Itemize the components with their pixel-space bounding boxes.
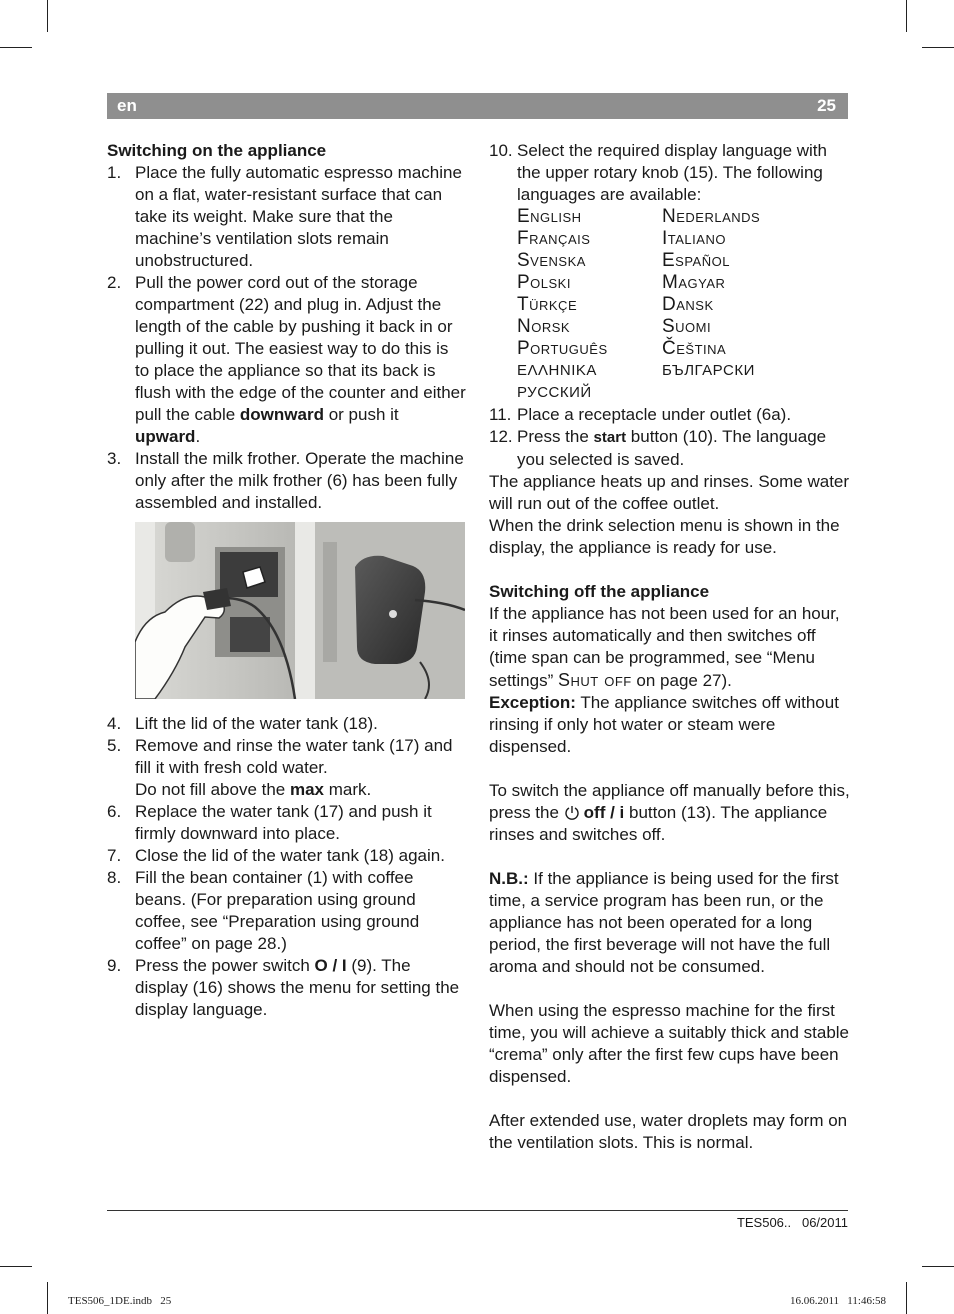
list-item: 2. Pull the power cord out of the storage compartment (22) and plug in. Adjust the length of the cable by pushing it back in or pulling it out. The easiest way to do this is to place the appliance so that its back is flush with the edge of the counter and either pull the cable downward or push it upward. — [107, 273, 466, 446]
list-item: 3. Install the milk frother. Operate the machine only after the milk frother (6) has been fully assembled and installed. — [107, 449, 464, 512]
list-item: 11. Place a receptacle under outlet (6a). — [489, 405, 792, 424]
language-option: ΕΛΛΗΝΙΚΑ — [517, 362, 597, 379]
power-off-icon — [564, 805, 580, 820]
right-column — [489, 140, 851, 1154]
language-option: Norsk — [517, 316, 571, 337]
list-item: 9. Press the power switch O / I (9). The display (16) shows the menu for setting the display language. — [107, 956, 460, 1019]
language-option: Türkçe — [517, 294, 578, 315]
language-list — [489, 206, 851, 404]
page-number: 25 — [817, 96, 836, 115]
slug-filename: TES506_1DE.indb 25 — [68, 1295, 172, 1307]
language-option: Dansk — [662, 294, 714, 315]
language-option: Magyar — [662, 272, 726, 293]
list-item: 8. Fill the bean container (1) with coffee beans. (For preparation using ground coffee, see “Preparation using ground coffee” on page 28.) — [107, 868, 420, 953]
paragraph: N.B.: If the appliance is being used for the first time, a service program has been run, or the appliance has not been operated for a long period, the first beverage will not have the full aroma and should not be consumed. — [489, 869, 839, 976]
language-option: Nederlands — [662, 206, 761, 227]
crop-mark — [906, 1282, 907, 1314]
paragraph: After extended use, water droplets may form on the ventilation slots. This is normal. — [489, 1111, 848, 1152]
footer-rule — [107, 1210, 848, 1211]
language-option: Svenska — [517, 250, 586, 271]
crop-mark — [0, 1266, 32, 1267]
footer-model-date: TES506.. 06/2011 — [736, 1215, 848, 1230]
language-code: en — [117, 96, 137, 115]
paragraph: When using the espresso machine for the first time, you will achieve a suitably thick and stable “crema” only after the first few cups have been dispensed. — [489, 1001, 850, 1086]
list-item: 4. Lift the lid of the water tank (18). — [107, 714, 378, 733]
list-item: 12. Press the start button (10). The language you selected is saved. — [489, 427, 827, 469]
crop-mark — [922, 47, 954, 48]
list-item: 6. Replace the water tank (17) and push it firmly downward into place. — [107, 802, 432, 843]
list-item: 7. Close the lid of the water tank (18) again. — [107, 846, 445, 865]
crop-mark — [906, 0, 907, 32]
paragraph: If the appliance has not been used for an hour, it rinses automatically and then switches off (time span can be programmed, see “Menu settings” Shut off on page 27). — [489, 604, 840, 690]
language-option: English — [517, 206, 582, 227]
paragraph: When the drink selection menu is shown in the display, the appliance is ready for use. — [489, 516, 840, 557]
list-item: 10. Select the required display language with the upper rotary knob (15). The following languages are available: — [489, 141, 827, 204]
crop-mark — [922, 1266, 954, 1267]
milk-frother-drawing — [135, 522, 465, 699]
page-header-bar — [107, 93, 848, 119]
slug-timestamp: 16.06.2011 11:46:58 — [789, 1295, 886, 1307]
list-item: 5. Remove and rinse the water tank (17) and fill it with fresh cold water. Do not fill above the max mark. — [107, 736, 453, 799]
paragraph: To switch the appliance off manually before this, press the off / i button (13). The appliance rinses and switches off. — [489, 781, 850, 844]
crop-mark — [0, 47, 32, 48]
paragraph: The appliance heats up and rinses. Some water will run out of the coffee outlet. — [489, 472, 850, 513]
milk-frother-illustration — [135, 522, 465, 699]
section-heading-switch-off: Switching off the appliance — [489, 582, 710, 601]
section-heading-switch-on: Switching on the appliance — [107, 141, 327, 160]
left-column — [107, 140, 467, 1021]
language-option: Čeština — [662, 338, 727, 359]
language-option: Polski — [517, 272, 571, 293]
language-option: РУССКИЙ — [517, 384, 592, 401]
language-option: Español — [662, 250, 730, 271]
language-option: БЪЛГАРСКИ — [662, 362, 755, 379]
crop-mark — [47, 0, 48, 32]
crop-mark — [47, 1282, 48, 1314]
paragraph: Exception: The appliance switches off without rinsing if only hot water or steam were dispensed. — [489, 693, 839, 756]
list-item: 1. Place the fully automatic espresso machine on a flat, water-resistant surface that can take its weight. Make sure that the machine’s ventilation slots remain unobstructured. — [107, 163, 462, 270]
language-option: Suomi — [662, 316, 712, 337]
language-option: Português — [517, 338, 608, 359]
language-option: Français — [517, 228, 591, 249]
language-option: Italiano — [662, 228, 726, 249]
